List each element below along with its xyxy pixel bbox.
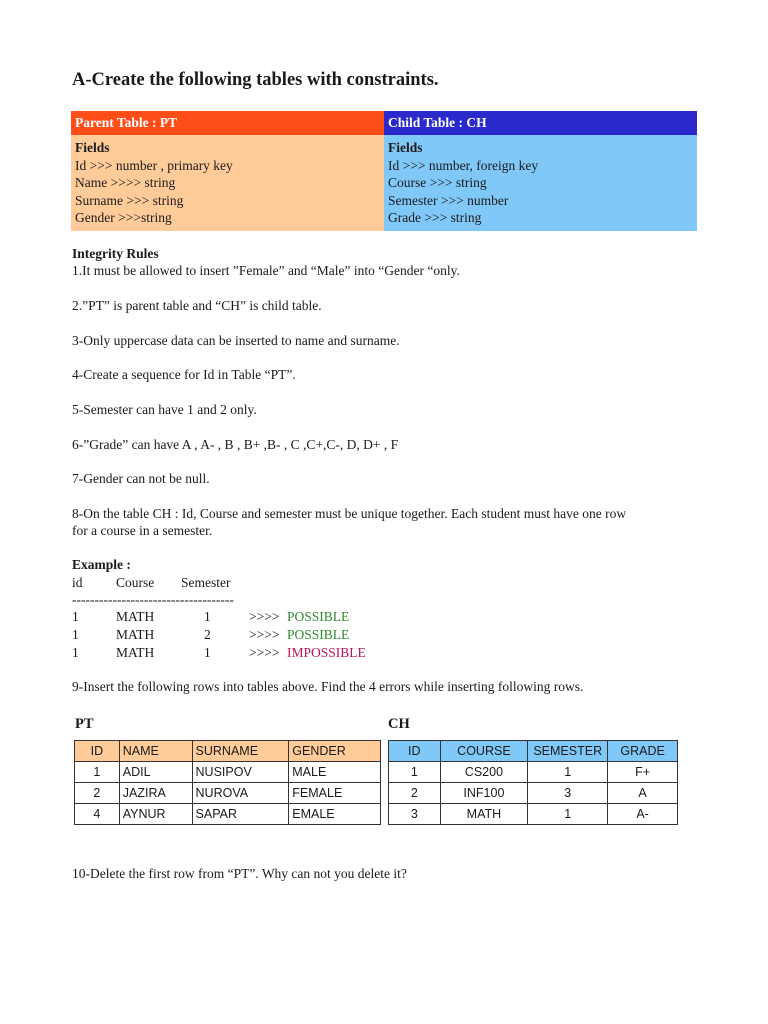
- example-header-row: [72, 574, 472, 592]
- example-row: [72, 644, 472, 662]
- example-col-id: id: [72, 575, 83, 590]
- pt-cell: SAPAR: [192, 804, 289, 825]
- example-divider: [72, 591, 472, 609]
- rule-item: for a course in a semester.: [72, 523, 213, 538]
- ch-grid-header-row: [389, 741, 678, 762]
- example-result: IMPOSSIBLE: [287, 645, 366, 660]
- ch-cell: CS200: [440, 762, 528, 783]
- ch-header-cell: SEMESTER: [528, 741, 608, 762]
- pt-cell: 4: [75, 804, 120, 825]
- ch-cell: 3: [528, 783, 608, 804]
- ch-grid-label: CH: [388, 716, 410, 732]
- ch-cell: INF100: [440, 783, 528, 804]
- pt-header-cell: ID: [75, 741, 120, 762]
- example-result: POSSIBLE: [287, 627, 350, 642]
- parent-fields-label: Fields: [75, 140, 110, 155]
- ch-grid: [388, 740, 678, 825]
- table-row: [389, 804, 678, 825]
- pt-grid: [74, 740, 381, 825]
- ch-cell: A: [608, 783, 678, 804]
- parent-table-header: Parent Table : PT: [71, 111, 384, 135]
- example-semester: 1: [204, 645, 211, 660]
- ch-cell: 1: [528, 762, 608, 783]
- child-field: Course >>> string: [388, 175, 487, 190]
- child-field: Grade >>> string: [388, 210, 482, 225]
- ch-cell: F+: [608, 762, 678, 783]
- parent-field: Name >>>> string: [75, 175, 176, 190]
- pt-cell: 2: [75, 783, 120, 804]
- table-row: [389, 762, 678, 783]
- child-field: Semester >>> number: [388, 192, 509, 208]
- child-field: Id >>> number, foreign key: [388, 157, 539, 173]
- example-row: [72, 608, 472, 626]
- pt-cell: EMALE: [289, 804, 381, 825]
- rule-item: 5-Semester can have 1 and 2 only.: [72, 402, 257, 417]
- example-result: POSSIBLE: [287, 609, 350, 624]
- example-course: MATH: [116, 609, 155, 624]
- example-semester: 2: [204, 627, 211, 642]
- example-id: 1: [72, 645, 79, 660]
- parent-field: Surname >>> string: [75, 192, 184, 208]
- example-course: MATH: [116, 627, 155, 642]
- pt-grid-header-row: [75, 741, 381, 762]
- child-fields-label: Fields: [388, 140, 423, 155]
- example-col-semester: Semester: [181, 575, 231, 590]
- pt-header-cell: NAME: [119, 741, 192, 762]
- table-row: [389, 783, 678, 804]
- pt-cell: AYNUR: [119, 804, 192, 825]
- rules-heading: Integrity Rules: [72, 246, 159, 261]
- task-10: 10-Delete the first row from “PT”. Why can not you delete it?: [72, 866, 407, 881]
- ch-header-cell: GRADE: [608, 741, 678, 762]
- pt-cell: ADIL: [119, 762, 192, 783]
- pt-cell: NUSIPOV: [192, 762, 289, 783]
- child-table-header: Child Table : CH: [384, 111, 697, 135]
- pt-header-cell: SURNAME: [192, 741, 289, 762]
- rule-item: 2.”PT” is parent table and “CH” is child table.: [72, 298, 322, 313]
- rule-item: 3-Only uppercase data can be inserted to name and surname.: [72, 333, 400, 348]
- ch-header-cell: COURSE: [440, 741, 528, 762]
- example-col-course: Course: [116, 575, 155, 590]
- ch-cell: 2: [389, 783, 441, 804]
- example-arrow: >>>>: [249, 627, 280, 642]
- ch-cell: 1: [389, 762, 441, 783]
- pt-cell: MALE: [289, 762, 381, 783]
- ch-cell: 1: [528, 804, 608, 825]
- example-id: 1: [72, 627, 79, 642]
- pt-grid-label: PT: [75, 716, 94, 732]
- rule-item: 6-”Grade” can have A , A- , B , B+ ,B- , C ,C+,C-, D, D+ , F: [72, 437, 399, 452]
- pt-cell: 1: [75, 762, 120, 783]
- parent-field: Gender >>>string: [75, 210, 172, 225]
- table-row: [75, 783, 381, 804]
- rule-item: 4-Create a sequence for Id in Table “PT”.: [72, 367, 296, 382]
- example-arrow: >>>>: [249, 609, 280, 624]
- definition-table: [71, 111, 697, 231]
- example-id: 1: [72, 609, 79, 624]
- example-arrow: >>>>: [249, 645, 280, 660]
- ch-header-cell: ID: [389, 741, 441, 762]
- child-fields-cell: [384, 135, 697, 231]
- example-row: [72, 626, 472, 644]
- pt-header-cell: GENDER: [289, 741, 381, 762]
- task-9: 9-Insert the following rows into tables above. Find the 4 errors while inserting following rows.: [72, 679, 584, 694]
- pt-cell: FEMALE: [289, 783, 381, 804]
- divider-text: ------------------------------------: [72, 592, 234, 607]
- parent-field: Id >>> number , primary key: [75, 157, 233, 173]
- parent-fields-cell: [71, 135, 384, 231]
- example-heading: Example :: [72, 557, 131, 572]
- ch-cell: 3: [389, 804, 441, 825]
- pt-cell: NUROVA: [192, 783, 289, 804]
- example-semester: 1: [204, 609, 211, 624]
- page-title: A-Create the following tables with constraints.: [72, 70, 439, 90]
- ch-cell: A-: [608, 804, 678, 825]
- example-course: MATH: [116, 645, 155, 660]
- ch-cell: MATH: [440, 804, 528, 825]
- pt-cell: JAZIRA: [119, 783, 192, 804]
- rule-item: 7-Gender can not be null.: [72, 471, 210, 486]
- table-row: [75, 762, 381, 783]
- table-row: [75, 804, 381, 825]
- rule-item: 8-On the table CH : Id, Course and semester must be unique together. Each student must have one row: [72, 506, 627, 521]
- rule-item: 1.It must be allowed to insert ”Female” and “Male” into “Gender “only.: [72, 263, 460, 278]
